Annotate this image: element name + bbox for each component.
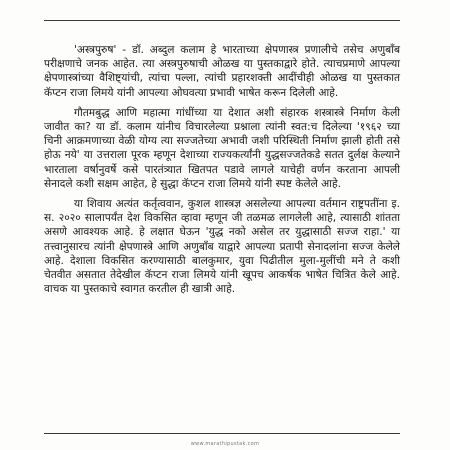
footer-watermark-url: www.marathipustak.com: [190, 441, 260, 447]
bottom-rule: [44, 433, 400, 434]
paragraph-1: 'अस्त्रपुरुष' - डॉ. अब्दुल कलाम हे भारताच्या क्षेपणास्त्र प्रणालीचे तसेच अणुबॉंब परीक्षणाचे जनक आहेत. त्या अस्त्रपुरुषाची ओळख या पुस्तकाद्वारे होते. त्याचप्रमाणे आपल्या क्षेपणास्त्रांच्या वैशिष्ट्यांची, त्यांचा पल्ला, त्यांची प्रहारशक्ती आदींचीही ओळख या पुस्तकात कॅप्टन राजा लिमये यांनी आपल्या ओघवत्या प्रभावी भाषेत करून दिलेली आहे.: [44, 44, 400, 99]
top-rule: [44, 20, 400, 21]
paragraph-3: या शिवाय अत्यंत कर्तृत्ववान, कुशल शास्त्रज्ञ असलेल्या आपल्या वर्तमान राष्ट्रपतींना इ. स. २०२० सालापर्यंत देश विकसित व्हावा म्हणून जी तळमळ लागलेली आहे, त्यासाठी शांतता असणे आवश्यक आहे. हे लक्षात घेऊन 'युद्ध नको असेल तर युद्धासाठी सज्ज राहा.' या तत्त्वानुसारच त्यांनी क्षेपणास्त्रे आणि अणुबॉंब याद्वारे आपल्या प्रतापी सेनादलांना सज्ज केलेले आहे. देशाला विकसित करण्यासाठी बालकुमार, युवा पिढीतील मुला-मुलींची मने ते कशी चेतवीत असतात तेदेखील कॅप्टन राजा लिमये यांनी खूपच आकर्षक भाषेत चित्रित केले आहे. वाचक या पुस्तकाचे स्वागत करतील ही खात्री आहे.: [44, 198, 400, 296]
paragraph-2: गौतमबुद्ध आणि महात्मा गांधींच्या या देशात अशी संहारक शस्त्रास्त्रे निर्माण केली जावीत का? या डॉ. कलाम यांनीच विचारलेल्या प्रश्नाला त्यांनी स्वत:च दिलेल्या '१९६२ च्या चिनी आक्रमणाच्या वेळी योग्य त्या सज्जतेच्या अभावी जशी परिस्थिती निर्माण झाली होती तसे होऊ नये' या उत्तराला पूरक म्हणून देशाच्या राज्यकर्त्यांनी युद्धसज्जतेकडे सतत दुर्लक्ष केल्याने भारताला वर्षानुवर्षे कसे पारतंत्र्यात खितपत पडावे लागले याचेही वर्णन करताना आपली सेनादले कशी सक्षम आहेत, हे सुद्धा कॅप्टन राजा लिमये यांनी स्पष्ट केलेले आहे.: [44, 106, 400, 190]
body-text: [44, 43, 400, 302]
